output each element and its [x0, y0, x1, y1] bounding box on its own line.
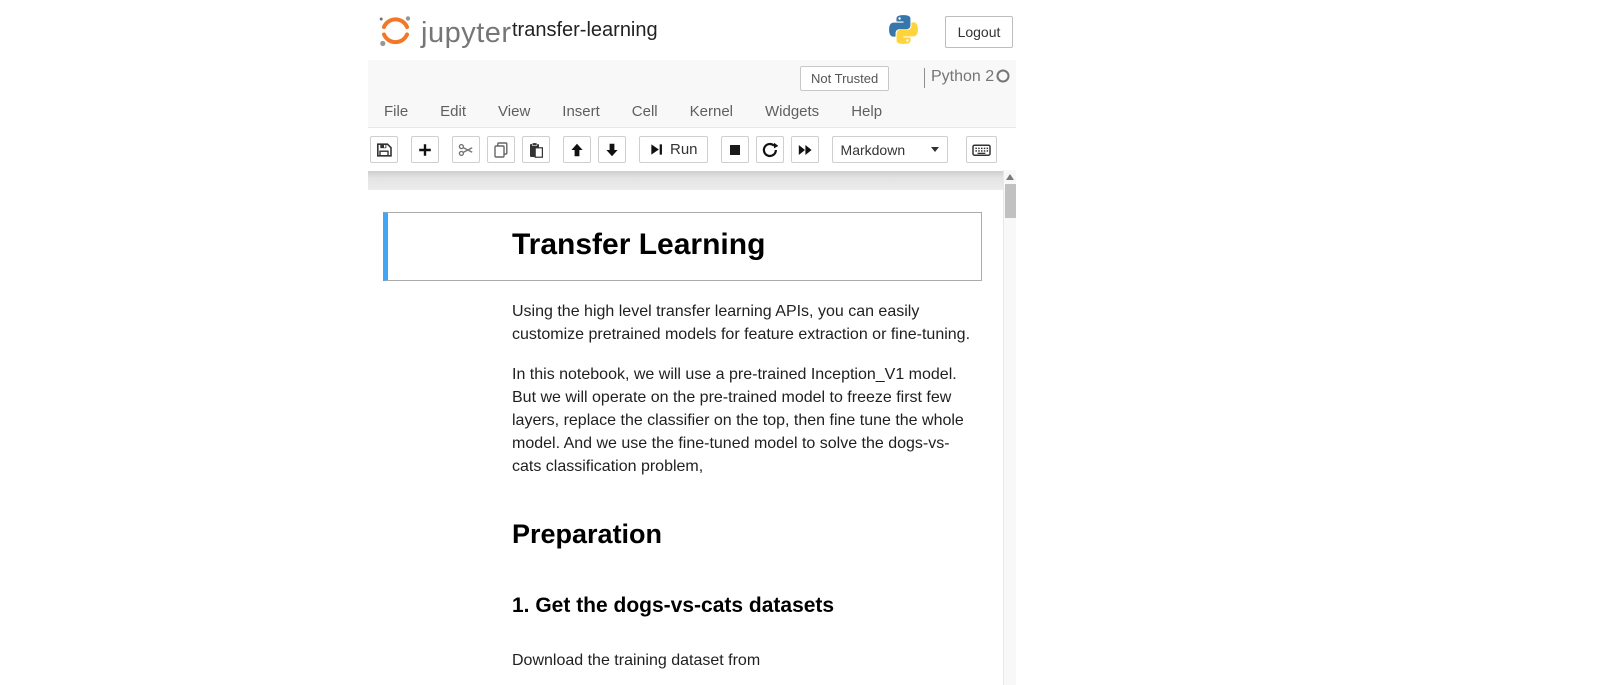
move-cell-up-button[interactable] — [563, 136, 591, 163]
copy-cells-button[interactable] — [487, 136, 515, 163]
menu-help[interactable]: Help — [851, 103, 883, 120]
menu-insert[interactable]: Insert — [562, 103, 600, 120]
header-shadow — [368, 171, 1003, 190]
caret-down-icon — [931, 147, 939, 152]
download-paragraph: Download the training dataset from — [512, 651, 761, 669]
kernel-divider — [924, 68, 925, 88]
arrow-up-icon — [569, 142, 585, 158]
keyboard-icon — [972, 142, 991, 158]
command-palette-button[interactable] — [966, 136, 997, 163]
fast-forward-icon — [797, 142, 813, 158]
menu-cell[interactable]: Cell — [631, 103, 658, 120]
menu-view[interactable]: View — [498, 103, 531, 120]
cell-type-dropdown[interactable] — [832, 136, 948, 163]
notebook-heading: Transfer Learning — [512, 228, 766, 261]
scrollbar-thumb[interactable] — [1005, 184, 1016, 218]
interrupt-kernel-button[interactable] — [721, 136, 749, 163]
menu-file[interactable]: File — [384, 103, 409, 120]
kernel-status-row — [368, 60, 1016, 96]
save-icon — [376, 142, 392, 158]
subsection-heading: 1. Get the dogs-vs-cats datasets — [512, 593, 835, 617]
markdown-rendered-content[interactable] — [512, 300, 974, 672]
run-button-label: Run — [670, 141, 698, 158]
menu-kernel[interactable]: Kernel — [689, 103, 733, 120]
kernel-idle-indicator-icon — [996, 69, 1010, 83]
toolbar — [368, 128, 1016, 171]
trust-badge-label: Not Trusted — [811, 71, 879, 86]
jupyter-logo-wordmark: jupyter — [421, 17, 512, 49]
python-logo-icon — [887, 13, 920, 46]
header-bar — [368, 0, 1016, 60]
paste-icon — [528, 142, 544, 158]
jupyter-notebook-app — [368, 0, 1016, 685]
selected-markdown-cell[interactable] — [383, 212, 982, 281]
plus-icon — [417, 142, 433, 158]
copy-icon — [493, 142, 509, 158]
jupyter-logo[interactable] — [376, 10, 512, 57]
restart-kernel-button[interactable] — [756, 136, 784, 163]
vertical-scrollbar[interactable] — [1003, 170, 1016, 685]
arrow-down-icon — [604, 142, 620, 158]
save-button[interactable] — [370, 136, 398, 163]
menu-edit[interactable]: Edit — [440, 103, 467, 120]
menu-widgets[interactable]: Widgets — [765, 103, 820, 120]
paste-cells-button[interactable] — [522, 136, 550, 163]
stop-icon — [727, 142, 743, 158]
step-forward-icon — [649, 142, 664, 157]
run-cell-button[interactable] — [639, 136, 708, 163]
restart-icon — [762, 142, 778, 158]
insert-cell-below-button[interactable] — [411, 136, 439, 163]
notebook-title[interactable]: transfer-learning — [512, 19, 658, 41]
move-cell-down-button[interactable] — [598, 136, 626, 163]
kernel-name: Python 2 — [931, 68, 995, 85]
restart-run-all-button[interactable] — [791, 136, 819, 163]
cut-cells-button[interactable] — [452, 136, 480, 163]
intro-paragraph-2: In this notebook, we will use a pre-trained Inception_V1 model. But we will operate on the pre-trained model to freeze first few layers, replace the classifier on the top, then fine tune the whole model. And we use the fine-tuned model to solve the dogs-vs-cats classification problem, — [512, 365, 964, 475]
scissors-icon — [458, 142, 474, 158]
menubar — [368, 96, 1016, 128]
section-heading: Preparation — [512, 518, 663, 549]
notebook-container — [368, 190, 1003, 685]
scrollbar-up-arrow-icon[interactable] — [1006, 174, 1014, 180]
trust-badge[interactable] — [800, 66, 889, 91]
cell-type-selected-value: Markdown — [840, 141, 906, 158]
intro-paragraph-1: Using the high level transfer learning APIs, you can easily customize pretrained models for feature extraction or fine-tuning. — [512, 302, 971, 343]
logout-button[interactable] — [945, 16, 1013, 48]
logout-button-label: Logout — [957, 24, 1001, 40]
jupyter-logo-icon — [376, 10, 414, 57]
menubar-section — [368, 60, 1016, 128]
